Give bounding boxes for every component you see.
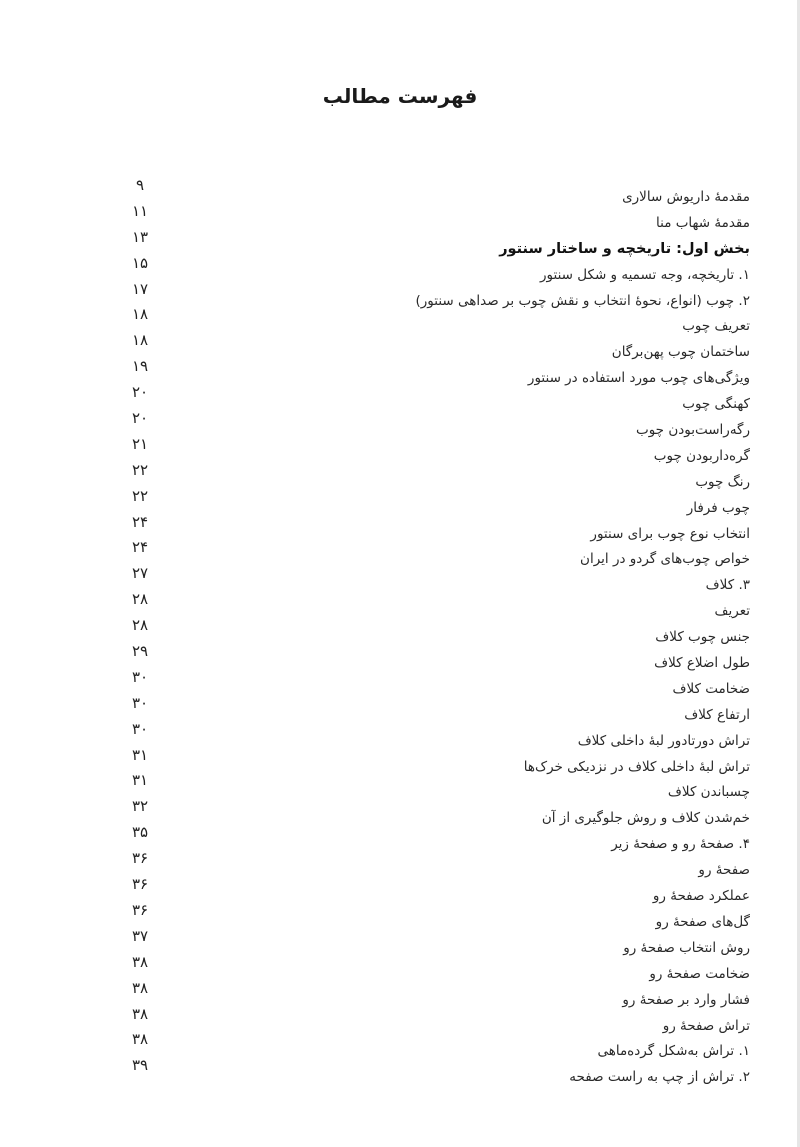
- toc-entry-title: طول اضلاع کلاف: [654, 655, 750, 672]
- toc-entry: [110, 898, 750, 930]
- toc-entry: [110, 587, 750, 620]
- toc-entry: [110, 328, 750, 361]
- toc-entry-title: تراش صفحهٔ رو: [662, 1017, 750, 1034]
- toc-page-number: ۲۹: [131, 642, 149, 661]
- toc-entry-title: مقدمهٔ داریوش سالاری: [622, 189, 750, 205]
- toc-entry-title: ۴. صفحهٔ رو و صفحهٔ زیر: [611, 836, 750, 853]
- toc-entry-title: انتخاب نوع چوب برای سنتور: [590, 525, 750, 542]
- toc-page-number: ۳۸: [131, 978, 149, 997]
- toc-entry: [110, 665, 750, 697]
- toc-entry-title: گره‌داربودن چوب: [653, 447, 750, 464]
- toc-page-number: ۲۱: [131, 434, 149, 453]
- toc-entry-title: چسباندن کلاف: [667, 784, 750, 801]
- toc-entry: [110, 794, 750, 827]
- toc-page-number: ۲۲: [131, 486, 149, 505]
- toc-entry: [110, 924, 750, 956]
- toc-entry-title: خم‌شدن کلاف و روش جلوگیری از آن: [541, 810, 750, 827]
- toc-page-number: ۱۱: [131, 201, 149, 220]
- toc-entry-title: فشار وارد بر صفحهٔ رو: [622, 991, 750, 1008]
- toc-entry: [110, 743, 750, 775]
- toc-page-number: ۳۰: [131, 693, 149, 712]
- toc-page-number: ۲۴: [131, 512, 149, 531]
- toc-entry: [110, 535, 750, 568]
- toc-entry-title: تراش لبهٔ داخلی کلاف در نزدیکی خرک‌ها: [523, 758, 750, 775]
- toc-entry-title: ساختمان چوب پهن‌برگان: [611, 344, 750, 361]
- toc-entry: [110, 768, 750, 801]
- toc-entry-title: ۲. چوب (انواع، نحوهٔ انتخاب و نقش چوب بر صداهی سنتور): [415, 292, 750, 309]
- toc-section-heading: بخش اول: تاریخچه و ساختار سنتور: [499, 240, 750, 257]
- toc-entry-title: صفحهٔ رو: [698, 862, 750, 879]
- toc-page-number: ۳۸: [131, 1030, 149, 1049]
- page-title: فهرست مطالب: [322, 84, 478, 108]
- toc-entry-title: ۲. تراش از چپ به راست صفحه: [569, 1069, 750, 1086]
- toc-entry-title: مقدمهٔ شهاب منا: [656, 214, 750, 231]
- toc-page-number: ۱۹: [131, 357, 149, 376]
- toc-entry-title: ضخامت صفحهٔ رو: [649, 965, 750, 982]
- toc-entry: [110, 225, 750, 257]
- toc-entry-title: گل‌های صفحهٔ رو: [655, 913, 750, 930]
- toc-entry: [110, 510, 750, 542]
- toc-entry: [110, 432, 750, 464]
- toc-page-number: ۲۷: [131, 564, 149, 583]
- toc-page-number: ۳۸: [131, 952, 149, 971]
- toc-page-number: ۱۵: [131, 253, 149, 272]
- toc-entry-title: کهنگی چوب: [682, 396, 750, 413]
- toc-page-number: ۹: [135, 176, 145, 194]
- toc-entry: [110, 1002, 750, 1034]
- toc-page-number: ۱۸: [131, 305, 149, 324]
- toc-entry-title: چوب فرفار: [686, 499, 750, 516]
- toc-page-number: ۳۶: [131, 875, 149, 894]
- toc-page-number: ۳۵: [131, 823, 149, 842]
- toc-entry: [110, 406, 750, 439]
- toc-page-number: ۳۷: [131, 926, 149, 945]
- toc-page-number: ۱۳: [131, 227, 149, 246]
- toc-entry: [110, 976, 750, 1008]
- toc-entry-title: ویژگی‌های چوب مورد استفاده در سنتور: [527, 370, 750, 387]
- toc-entry: [110, 199, 750, 231]
- toc-entry: [110, 820, 750, 853]
- toc-page-number: ۲۲: [131, 460, 149, 479]
- toc-page-number: ۳۰: [131, 719, 149, 738]
- toc-page-number: ۲۸: [131, 590, 149, 609]
- toc-entry-title: رنگ چوب: [695, 473, 750, 490]
- toc-page-number: ۱۸: [131, 331, 149, 350]
- toc-entry-title: رگه‌راست‌بودن چوب: [636, 422, 750, 439]
- toc-entry-title: ۱. تاریخچه، وجه تسمیه و شکل سنتور: [540, 266, 750, 283]
- toc-entry: [110, 717, 750, 749]
- toc-entry: [110, 302, 750, 335]
- toc-entry: [110, 872, 750, 905]
- toc-entry: [110, 950, 750, 982]
- toc-entry: [110, 639, 750, 672]
- toc-page-number: ۳۸: [131, 1004, 149, 1023]
- toc-entry-title: ۱. تراش به‌شکل گرده‌ماهی: [597, 1043, 750, 1060]
- toc-page-number: ۲۸: [131, 616, 149, 635]
- toc-page-number: ۳۹: [131, 1056, 149, 1075]
- toc-entry: [110, 561, 750, 594]
- toc-page-number: ۳۶: [131, 849, 149, 868]
- toc-entry-title: ضخامت کلاف: [672, 680, 750, 697]
- toc-entry: [110, 251, 750, 283]
- toc-entry-title: تراش دورتادور لبهٔ داخلی کلاف: [577, 732, 750, 749]
- toc-entry: [110, 691, 750, 723]
- toc-page-number: ۲۴: [131, 538, 149, 557]
- toc-entry-title: ارتفاع کلاف: [684, 706, 750, 723]
- toc-entry: [110, 277, 750, 309]
- toc-entry-title: عملکرد صفحهٔ رو: [652, 888, 750, 905]
- toc-entry: [110, 484, 750, 516]
- toc-entry: [110, 1053, 750, 1086]
- toc-page-number: ۳۱: [131, 745, 149, 764]
- toc-entry-title: روش انتخاب صفحهٔ رو: [623, 939, 750, 956]
- table-of-contents: [110, 173, 750, 1086]
- toc-entry: [110, 354, 750, 387]
- toc-entry: [110, 846, 750, 879]
- toc-entry-title: تعریف چوب: [682, 318, 750, 335]
- toc-entry-title: تعریف: [714, 603, 750, 620]
- toc-entry: [110, 173, 750, 205]
- toc-page-number: ۲۰: [131, 383, 149, 402]
- toc-page-number: ۱۷: [131, 279, 149, 298]
- toc-entry-title: ۳. کلاف: [705, 577, 750, 594]
- toc-entry: [110, 380, 750, 413]
- toc-page-number: ۳۶: [131, 900, 149, 919]
- toc-entry-title: خواص چوب‌های گردو در ایران: [580, 551, 750, 568]
- toc-page-number: ۲۰: [131, 409, 149, 428]
- toc-entry: [110, 1027, 750, 1060]
- toc-entry: [110, 458, 750, 490]
- toc-page-number: ۳۲: [131, 797, 149, 816]
- toc-entry: [110, 613, 750, 646]
- toc-entry-title: جنس چوب کلاف: [655, 629, 750, 646]
- toc-page-number: ۳۰: [131, 667, 149, 686]
- toc-page-number: ۳۱: [131, 771, 149, 790]
